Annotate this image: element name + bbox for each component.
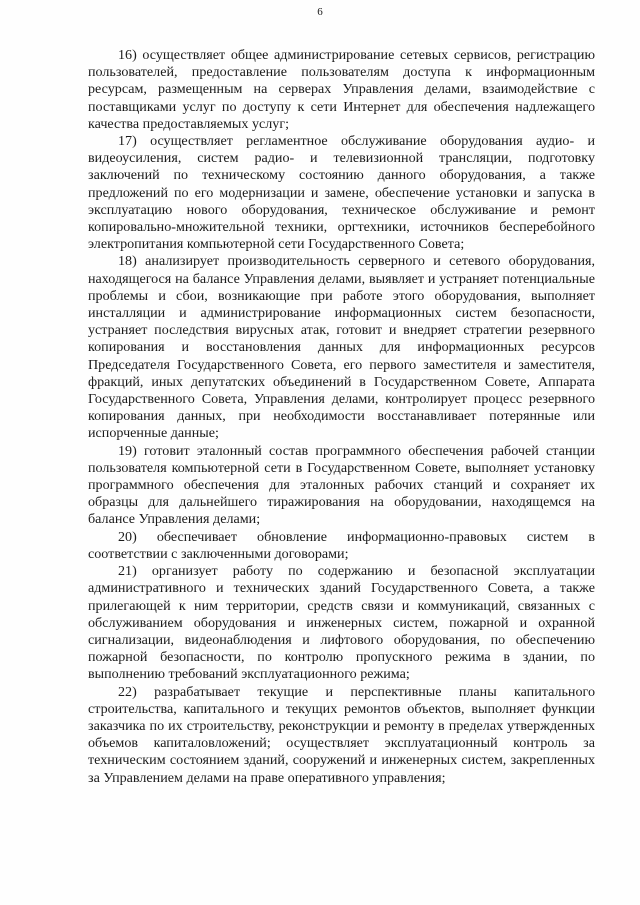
paragraph-21: 21) организует работу по содержанию и безопасной эксплуатации административного и технических зданий Государственного Совета, а также прилегающей к ним территории, средств связи и коммуникаций, связанных с обслуживанием оборудования и инженерных систем, пожарной и охранной сигнализации, видеонаблюдения и лифтового оборудования, по обеспечению пожарной безопасности, по контролю пропускного режима в здании, по выполнению требований эксплуатационного режима;	[88, 563, 595, 683]
paragraph-19: 19) готовит эталонный состав программного обеспечения рабочей станции пользователя компьютерной сети в Государственном Совете, выполняет установку программного обеспечения для эталонных рабочих станций и сохраняет их образцы для дальнейшего тиражирования на оборудовании, находящемся на балансе Управления делами;	[88, 442, 595, 528]
page-number: 6	[317, 6, 323, 18]
paragraph-22: 22) разрабатывает текущие и перспективные планы капитального строительства, капитального и текущих ремонтов объектов, выполняет функции заказчика по их строительству, реконструкции и ремонту в пределах утвержденных объемов капиталовложений; осуществляет эксплуатационный контроль за техническим состоянием зданий, сооружений и инженерных систем, закрепленных за Управлением делами на праве оперативного управления;	[88, 683, 595, 786]
paragraph-20: 20) обеспечивает обновление информационно-правовых систем в соответствии с заключенными договорами;	[88, 528, 595, 562]
paragraph-16: 16) осуществляет общее администрирование сетевых сервисов, регистрацию пользователей, предоставление пользователям доступа к информационным ресурсам, размещенным на серверах Управления делами, взаимодействие с поставщиками услуг по доступу к сети Интернет для обеспечения надлежащего качества предоставляемых услуг;	[88, 47, 595, 132]
paragraph-17: 17) осуществляет регламентное обслуживание оборудования аудио- и видеоусиления, систем радио- и телевизионной трансляции, подготовку заключений по техническому состоянию данного оборудования, а также предложений по его модернизации и замене, обеспечение установки и запуска в эксплуатацию нового оборудования, техническое обслуживание и ремонт копировально-множительной техники, оргтехники, источников бесперебойного электропитания компьютерной сети Государственного Совета;	[88, 133, 595, 253]
document-body	[88, 47, 595, 787]
paragraph-18: 18) анализирует производительность серверного и сетевого оборудования, находящегося на балансе Управления делами, выявляет и устраняет потенциальные проблемы и сбои, возникающие при работе этого оборудования, выполняет инсталляции и администрирование информационных систем безопасности, устраняет последствия вирусных атак, готовит и внедряет стратегии резервного копирования и восстановления данных для информационных ресурсов Председателя Государственного Совета, его первого заместителя и заместителя, фракций, иных депутатских объединений в Государственном Совете, Аппарата Государственного Совета, Управления делами, контролирует процесс резервного копирования данных, при необходимости восстанавливает потерянные или испорченные данные;	[88, 253, 595, 442]
